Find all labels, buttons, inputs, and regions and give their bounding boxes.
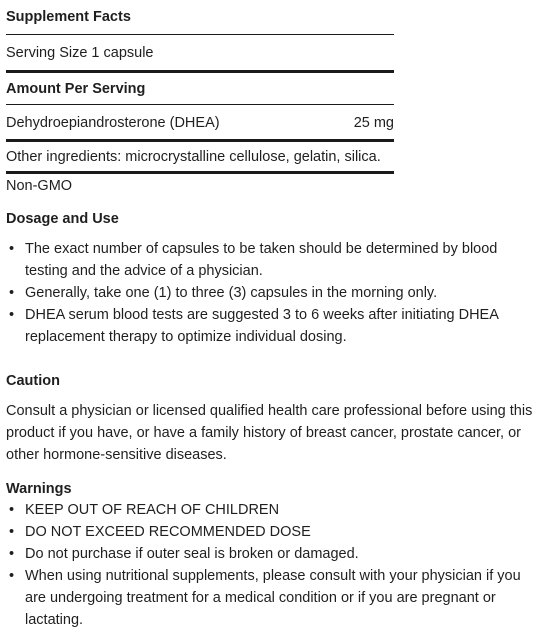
list-item-text: The exact number of capsules to be taken should be determined by blood testing and the advice of a physician. xyxy=(25,241,498,279)
list-item-text: DO NOT EXCEED RECOMMENDED DOSE xyxy=(25,524,311,540)
dosage-list xyxy=(6,238,536,348)
bullet-icon: • xyxy=(9,546,15,562)
bullet-icon: • xyxy=(9,307,15,323)
amount-per-serving-header: Amount Per Serving xyxy=(6,81,146,97)
bullet-icon: • xyxy=(9,241,15,257)
warnings-heading: Warnings xyxy=(6,481,72,497)
ingredient-name: Dehydroepiandrosterone (DHEA) xyxy=(6,115,220,131)
list-item-text: When using nutritional supplements, please consult with your physician if you are undergoing treatment for a medical condition or if you are pregnant or lactating. xyxy=(25,568,521,628)
list-item xyxy=(6,304,536,348)
bullet-icon: • xyxy=(9,285,15,301)
list-item xyxy=(6,238,536,282)
divider xyxy=(6,104,394,105)
list-item-text: Do not purchase if outer seal is broken or damaged. xyxy=(25,546,359,562)
bullet-icon: • xyxy=(9,524,15,540)
list-item-text: KEEP OUT OF REACH OF CHILDREN xyxy=(25,502,280,518)
list-item-text: Generally, take one (1) to three (3) capsules in the morning only. xyxy=(25,285,438,301)
list-item xyxy=(6,499,536,521)
ingredient-amount: 25 mg xyxy=(353,115,394,131)
divider-thick xyxy=(6,171,394,174)
bullet-icon: • xyxy=(9,502,15,518)
other-ingredients: Other ingredients: microcrystalline cellulose, gelatin, silica. xyxy=(6,149,381,165)
list-item xyxy=(6,282,536,304)
list-item-text: DHEA serum blood tests are suggested 3 to 6 weeks after initiating DHEA replacement therapy to optimize individual dosing. xyxy=(25,307,499,345)
supplement-facts-title: Supplement Facts xyxy=(6,9,131,25)
list-item xyxy=(6,565,536,631)
divider-thick xyxy=(6,139,394,142)
list-item xyxy=(6,543,536,565)
divider-thick xyxy=(6,70,394,73)
serving-size: Serving Size 1 capsule xyxy=(6,45,154,61)
warnings-list xyxy=(6,499,536,631)
caution-heading: Caution xyxy=(6,373,60,389)
dosage-heading: Dosage and Use xyxy=(6,211,119,227)
non-gmo-label: Non-GMO xyxy=(6,178,73,194)
bullet-icon: • xyxy=(9,568,15,584)
caution-text: Consult a physician or licensed qualified health care professional before using this product if you have, or have a family history of breast cancer, prostate cancer, or other hormone-sensitive diseases. xyxy=(6,403,533,463)
list-item xyxy=(6,521,536,543)
divider xyxy=(6,34,394,35)
